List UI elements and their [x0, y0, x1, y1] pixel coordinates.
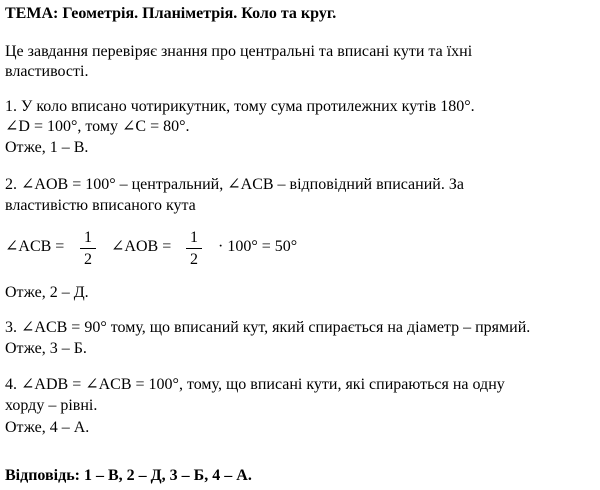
- intro-line-1: Це завдання перевіряє знання про центральні та вписані кути та їхні: [5, 43, 473, 60]
- fraction-1-denominator: 2: [84, 251, 92, 268]
- item1-line-1: 1. У коло вписано чотирикутник, тому сума протилежних кутів 180°.: [5, 98, 475, 115]
- item2-line-2: властивістю вписаного кута: [5, 197, 196, 214]
- intro-line-2: властивості.: [5, 63, 89, 80]
- item3-conclusion: Отже, 3 – Б.: [5, 340, 87, 357]
- item4-conclusion: Отже, 4 – А.: [5, 419, 90, 436]
- formula-lhs: ∠ACB =: [5, 238, 65, 255]
- item3-line-1: 3. ∠ACB = 90° тому, що вписаний кут, який спирається на діаметр – прямий.: [5, 319, 531, 336]
- fraction-2-bar: [186, 248, 202, 249]
- item4-line-2: хорду – рівні.: [5, 397, 98, 414]
- formula-fraction-1: [80, 229, 96, 269]
- item4-line-1: 4. ∠ADB = ∠ACB = 100°, тому, що вписані кути, які спираються на одну: [5, 376, 505, 393]
- formula-fraction-2: [186, 229, 202, 269]
- formula-rhs: · 100° = 50°: [218, 238, 298, 255]
- item1-line-2: ∠D = 100°, тому ∠C = 80°.: [5, 118, 190, 135]
- final-answer: Відповідь: 1 – В, 2 – Д, 3 – Б, 4 – А.: [5, 467, 252, 484]
- item2-line-1: 2. ∠AOB = 100° – центральний, ∠ACB – відповідний вписаний. За: [5, 176, 464, 193]
- topic-title: ТЕМА: Геометрія. Планіметрія. Коло та круг.: [5, 5, 337, 22]
- fraction-1-bar: [80, 248, 96, 249]
- item2-conclusion: Отже, 2 – Д.: [5, 284, 89, 301]
- fraction-2-numerator: 1: [190, 229, 198, 246]
- fraction-1-numerator: 1: [84, 229, 92, 246]
- formula-mid: ∠AOB =: [111, 238, 172, 255]
- item1-conclusion: Отже, 1 – В.: [5, 139, 89, 156]
- fraction-2-denominator: 2: [190, 251, 198, 268]
